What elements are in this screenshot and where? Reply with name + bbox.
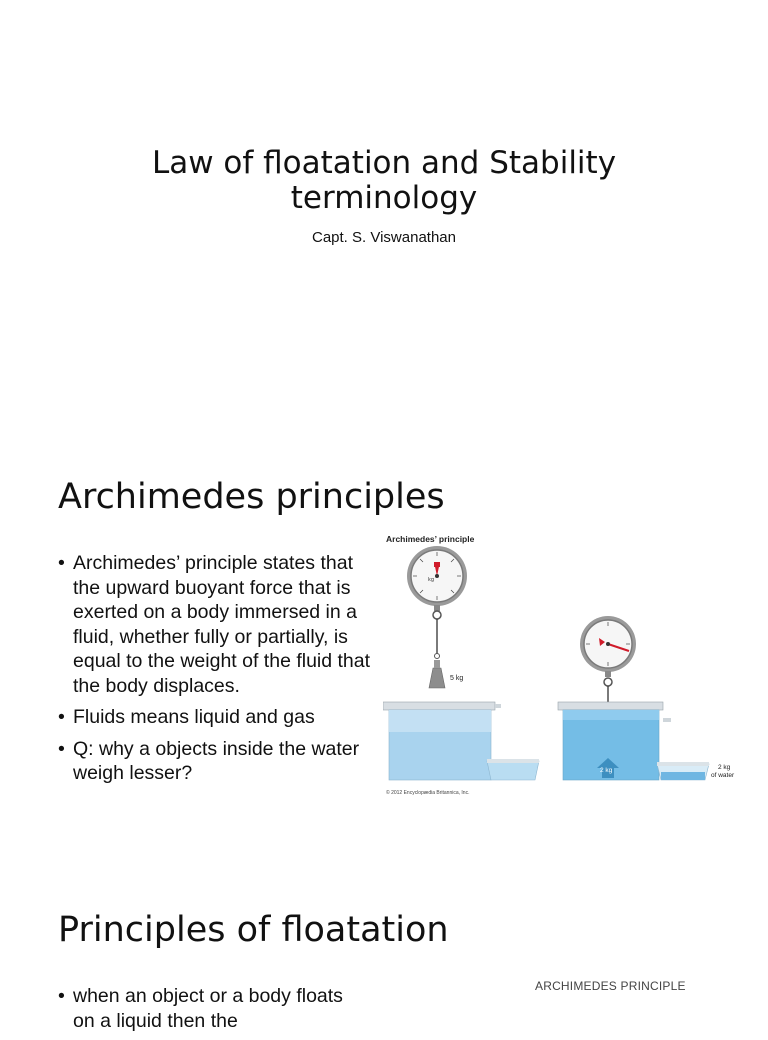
archimedes-figure — [383, 532, 745, 800]
floatation-slide-title: Principles of floatation — [58, 910, 449, 950]
archimedes-slide-title: Archimedes principles — [58, 477, 445, 517]
bullet-item: • Archimedes’ principle states that the upward buoyant force that is exerted on a body immersed in a fluid, whether fully or partially, is equal to the weight of the fluid that the body displaces. — [58, 551, 373, 698]
figure-copyright: © 2012 Encyclopædia Britannica, Inc. — [386, 790, 470, 796]
floatation-bullet-list — [58, 984, 358, 1040]
bullet-item: • Fluids means liquid and gas — [58, 705, 373, 730]
slide-subtitle: Capt. S. Viswanathan — [312, 229, 456, 246]
right-water-tank — [558, 702, 671, 780]
slide-title: Law of floatation and Stability terminology — [151, 145, 617, 216]
right-weight-label: 2 kg — [600, 767, 613, 774]
dial-unit-label: kg — [428, 577, 435, 583]
left-overflow-dish — [487, 759, 539, 780]
left-weight-label: 5 kg — [450, 675, 464, 682]
displaced-water-label-line2: of water — [711, 772, 735, 779]
right-overflow-dish — [657, 762, 709, 780]
archimedes-bullet-list — [58, 551, 373, 793]
displaced-water-label-line1: 2 kg — [718, 764, 731, 771]
figure-heading: Archimedes’ principle — [386, 534, 475, 544]
figure-caption: ARCHIMEDES PRINCIPLE — [535, 979, 686, 993]
title-slide — [0, 0, 768, 432]
bullet-item: • Q: why a objects inside the water weigh lesser? — [58, 737, 373, 786]
bullet-item: • when an object or a body floats on a liquid then the — [58, 984, 358, 1033]
left-water-tank — [383, 702, 501, 780]
